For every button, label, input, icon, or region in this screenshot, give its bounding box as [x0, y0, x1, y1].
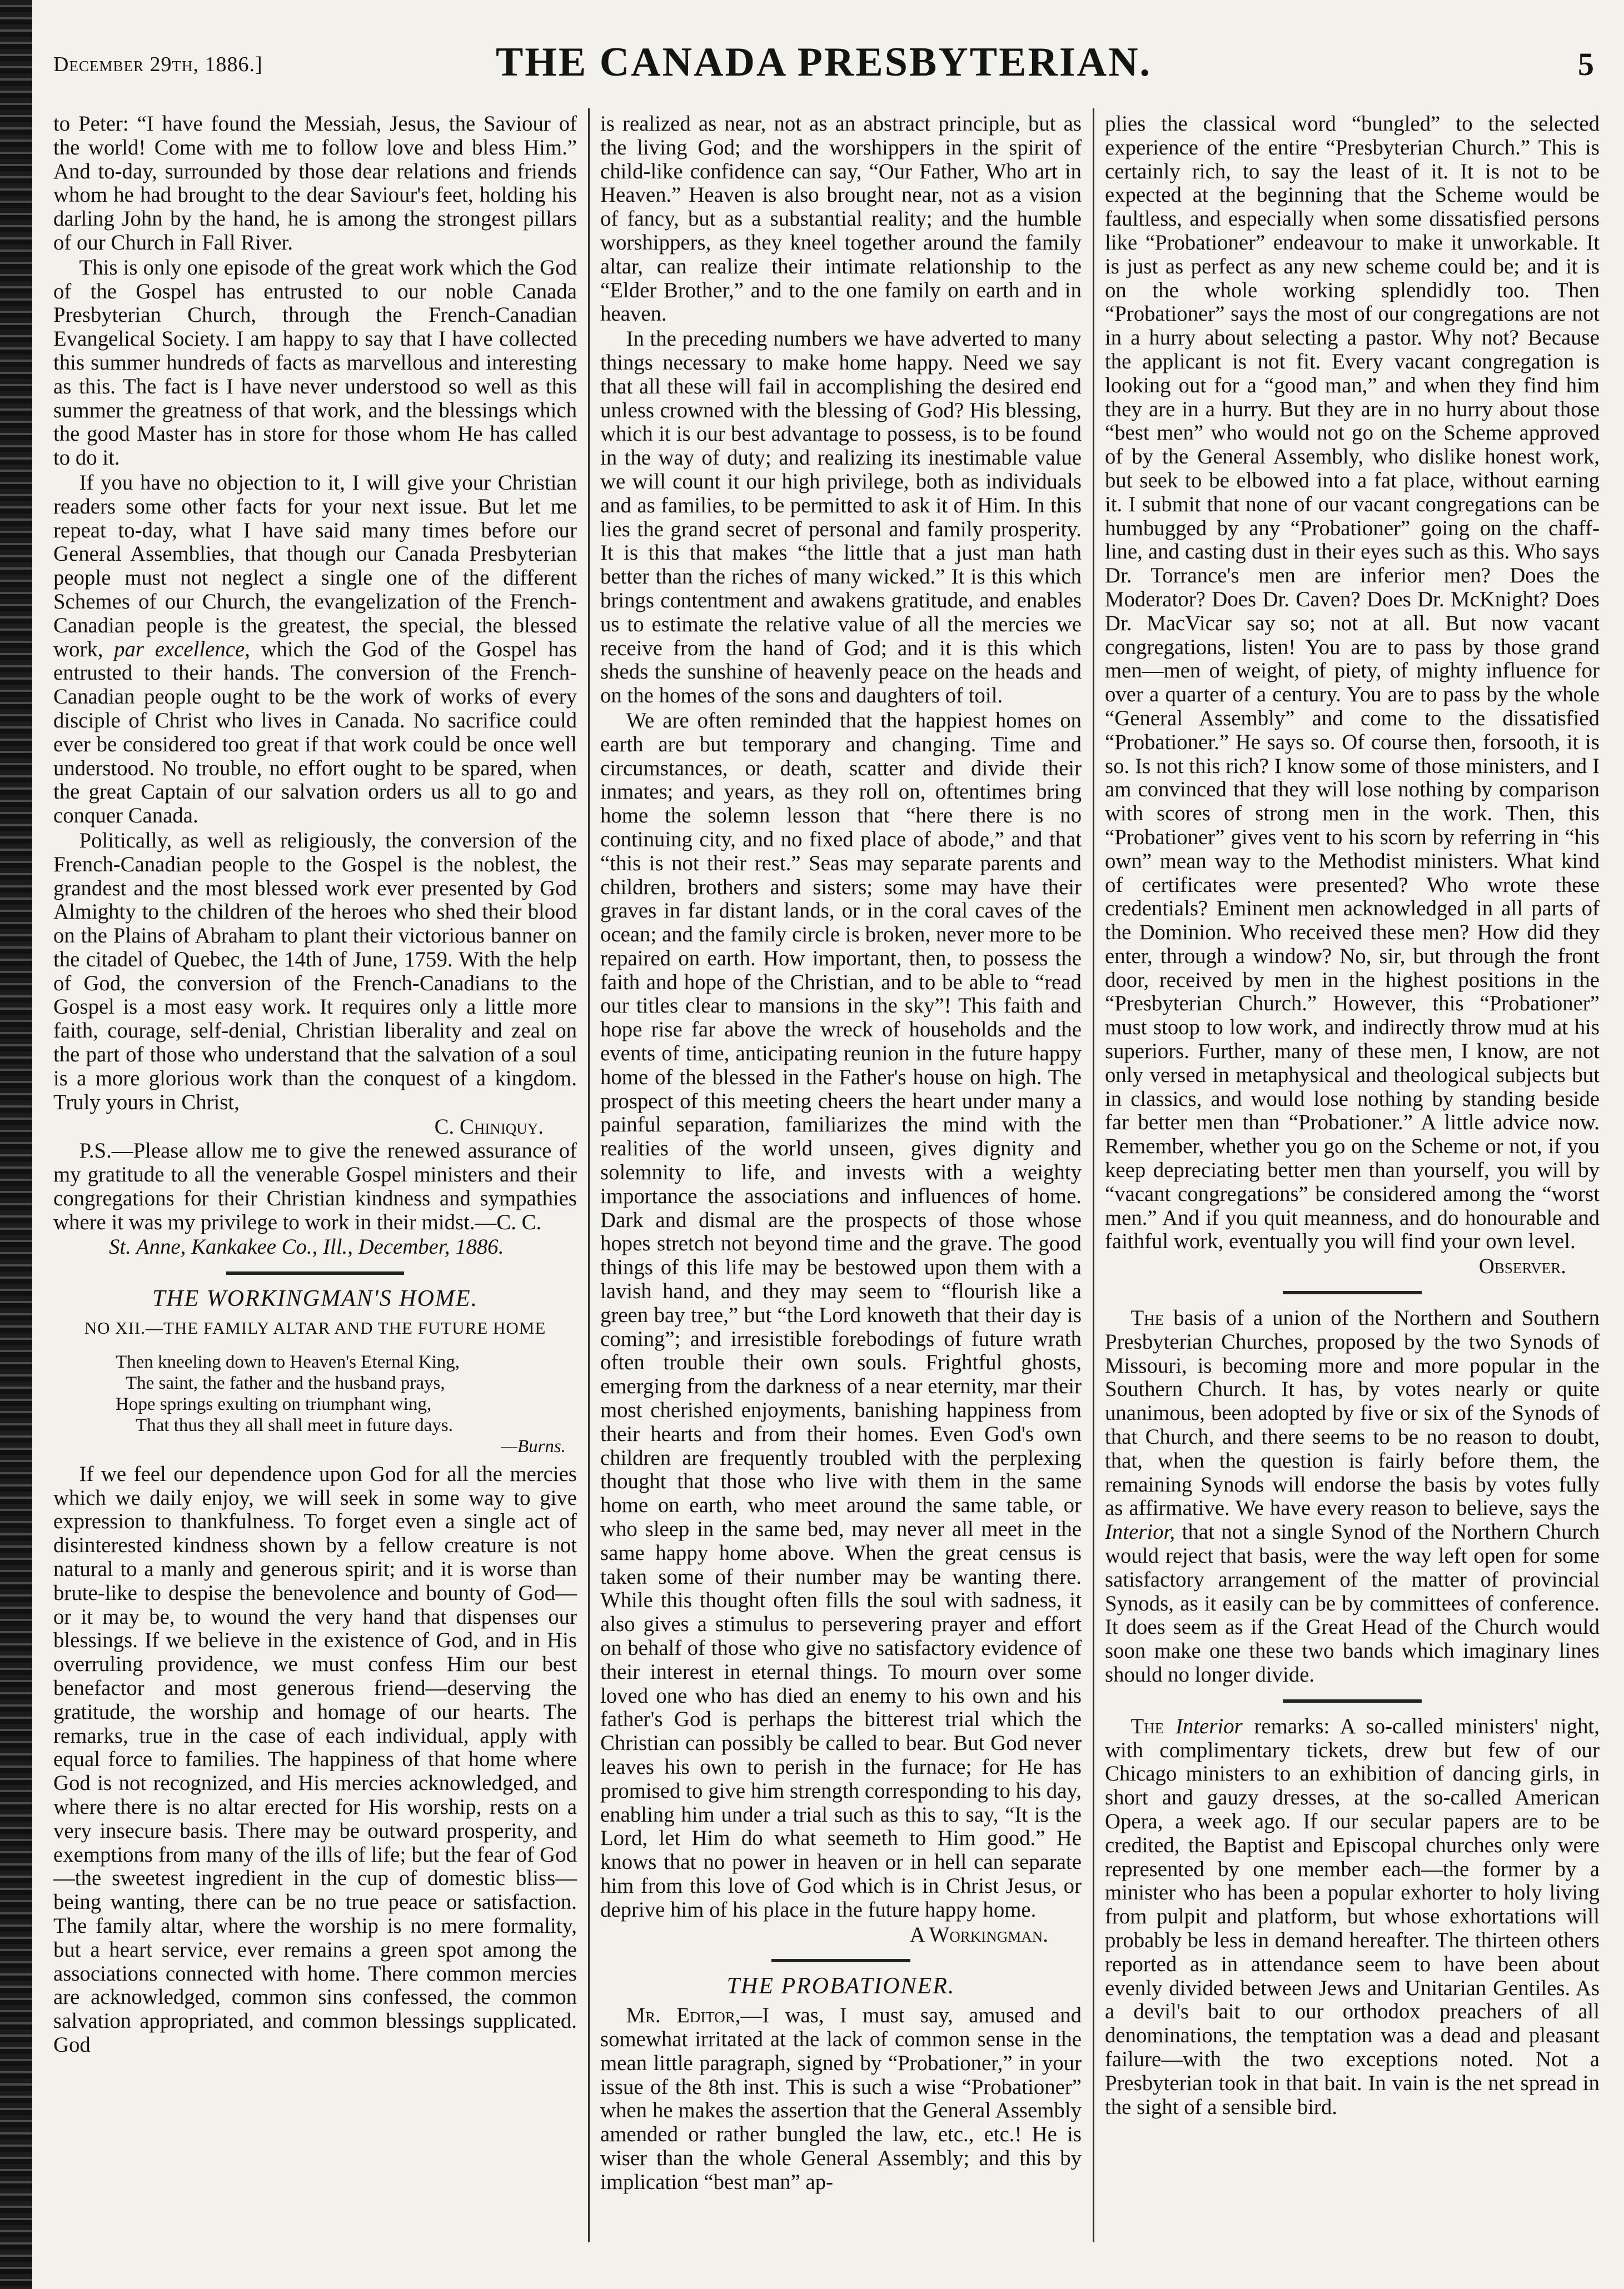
- poem-attribution: —Burns.: [501, 1436, 566, 1457]
- chiniquy-letter-paragraph: to Peter: “I have found the Messiah, Jesus, the Saviour of the world! Come with me to follow love and bless Him.” And to-day, surrounded by those dear relations and friends whom he had brought to the dear Saviour's feet, holding his darling John by the hand, he is among the strongest pillars of our Church in Fall River.: [53, 112, 577, 255]
- newspaper-title: THE CANADA PRESBYTERIAN.: [495, 39, 1152, 85]
- section-divider: [771, 1959, 910, 1962]
- section-divider: [226, 1271, 404, 1275]
- signature-observer: Observer.: [1478, 1254, 1566, 1279]
- epigraph-poem: [116, 1352, 577, 1457]
- page-binding-edge: [0, 0, 32, 2289]
- chiniquy-letter-paragraph: This is only one episode of the great work which the God of the Gospel has entrusted to our noble Canada Presbyterian Church, through the French-Canadian Evangelical Society. I am happy to say that I have collected this summer hundreds of facts as marvellous and interesting as this. The fact is I have never understood so well as this summer the greatness of that work, and the blessings which the good Master has in store for those whom He has called to do it.: [53, 255, 577, 470]
- article-subheading: NO XII.—THE FAMILY ALTAR AND THE FUTURE HOME: [84, 1318, 546, 1338]
- page-number: 5: [1578, 46, 1594, 82]
- signature-chiniquy: C. Chiniquy.: [434, 1115, 544, 1139]
- union-paragraph: The basis of a union of the Northern and Southern Presbyterian Churches, proposed by the two Synods of Missouri, is becoming more and more popular in the Southern Church. It has, by votes nearly or quite unanimous, been adopted by five or six of the Synods of that Church, and there seems to be no reason to doubt, that, when the question is fairly before them, the remaining Synods will endorse the basis by votes fully as affirmative. We have every reason to believe, says the Interior, that not a single Synod of the Northern Church would reject that basis, were the way left open for some satisfactory arrangement of the matter of provincial Synods, as it easily can be by committees of conference. It does seem as if the Great Head of the Church would soon make one these two bands which imaginary lines should no longer divide.: [1105, 1306, 1600, 1687]
- column-rule-2: [1093, 108, 1094, 2242]
- poem-line: The saint, the father and the husband prays,: [126, 1373, 445, 1393]
- chiniquy-letter-paragraph: If you have no objection to it, I will give your Christian readers some other facts for your next issue. But let me repeat to-day, what I have said many times before our General Assemblies, that though our Canada Presbyterian people must not neglect a single one of the different Schemes of our Church, the evangelization of the French-Canadian people is the greatest, the special, the blessed work, par excellence, which the God of the Gospel has entrusted to their hands. The conversion of the French-Canadian people ought to be the work of works of every disciple of Christ who lives in Canada. No sacrifice could ever be considered too great if that work could be once well understood. No trouble, no effort ought to be spared, when the great Captain of our salvation orders us all to go and conquer Canada.: [53, 470, 577, 828]
- workingman-paragraph: We are often reminded that the happiest homes on earth are but temporary and changing. Time and circumstances, or death, scatter and divide their inmates; and years, as they roll on, oftentimes bring home the solemn lesson that “here there is no continuing city, and no fixed place of abode,” and that “this is not their rest.” Seas may separate parents and children, brothers and sisters; some may have their graves in far distant lands, or in the coral caves of the ocean; and the family circle is broken, never more to be repaired on earth. How important, then, to possess the faith and hope of the Christian, and to be able to “read our titles clear to mansions in the sky”! This faith and hope rise far above the wreck of households and the events of time, anticipating reunion in the future happy home of the blessed in the Father's house on high. The prospect of this meeting cheers the heart under many a painful separation, familiarizes the mind with the realities of the world unseen, gives dignity and solemnity to life, and invests with a weighty importance the associations and influences of home. Dark and dismal are the prospects of those whose hopes stretch not beyond time and the grave. The good things of this life may be bestowed upon them with a lavish hand, and they may seem to “flourish like a green bay tree,” but “the Lord knoweth that their day is coming”; and irresistible forebodings of future wrath often trouble their own souls. Frightful ghosts, emerging from the darkness of a near eternity, mar their most cherished enjoyments, banishing happiness from their hearts and from their homes. Even God's own children are frequently troubled with the perplexing thought that those who live with them in the same home on earth, who meet around the same table, or who sleep in the same bed, may never all meet in the same happy home above. When the great census is taken some of their number may be wanting there. While this thought often fills the soul with sadness, it also gives a stimulus to persevering prayer and effort on behalf of those who give no satisfactory evidence of their interest in eternal things. To mourn over some loved one who has died an enemy to his own and his father's God is perhaps the bitterest trial which the Christian can possibly be called to bear. But God never leaves his own to perish in the furnace; for He has promised to give him strength corresponding to his day, enabling him under a trial such as this to say, “It is the Lord, let Him do what seemeth to Him good.” He knows that no power in heaven or in hell can separate him from this love of God which is in Christ Jesus, or deprive him of his place in the future happy home.: [600, 708, 1082, 1922]
- section-divider: [1283, 1699, 1422, 1703]
- chiniquy-letter-paragraph: Politically, as well as religiously, the conversion of the French-Canadian people to the Gospel is the noblest, the grandest and the most blessed work ever presented by God Almighty to the children of the heroes who shed their blood on the Plains of Abraham to plant their victorious banner on the citadel of Quebec, the 14th of June, 1759. With the help of God, the conversion of the French-Canadians to the Gospel is a most easy work. It requires only a little more faith, courage, self-denial, Christian liberality and zeal on the part of those who understand that the salvation of a soul is a more glorious work than the conquest of a kingdom. Truly yours in Christ,: [53, 828, 577, 1114]
- poem-line: Hope springs exulting on triumphant wing,: [116, 1394, 432, 1414]
- issue-date: December 29th, 1886.]: [53, 53, 263, 76]
- signature-workingman: A Workingman.: [909, 1922, 1048, 1947]
- dateline: St. Anne, Kankakee Co., Ill., December, 1886.: [109, 1235, 504, 1259]
- column-3: [1105, 112, 1600, 2120]
- interior-paragraph: The Interior remarks: A so-called ministers' night, with complimentary tickets, drew but few of our Chicago ministers to an exhibition of dancing girls, in short and gauzy dresses, at the so-called American Opera, a week ago. If our secular papers are to be credited, the Baptist and Episcopal churches only were represented by one member each—the former by a minister who has been a popular exhorter to holy living from pulpit and platform, but whose exhortations will probably be less in demand hereafter. The thirteen others reported as in attendance seem to have been about evenly divided between Jews and Unitarian Gentiles. As a devil's bait to our orthodox preachers of all denominations, the temptation was a dead and pleasant failure—with the two exceptions noted. Not a Presbyterian took in that bait. In vain is the net spread in the sight of a sensible bird.: [1105, 1714, 1600, 2119]
- poem-line: Then kneeling down to Heaven's Eternal King,: [116, 1352, 460, 1372]
- article-heading-workingmans-home: THE WORKINGMAN'S HOME.: [152, 1286, 479, 1312]
- poem-line: That thus they all shall meet in future days.: [136, 1415, 453, 1435]
- article-heading-probationer: THE PROBATIONER.: [726, 1973, 955, 1999]
- workingman-paragraph: In the preceding numbers we have adverted to many things necessary to make home happy. Need we say that all these will fail in accomplishing the desired end unless crowned with the blessing of God? His blessing, which it is our best advantage to possess, is to be found in the way of duty; and realizing its inestimable value we will count it our high privilege, both as individuals and as families, to be permitted to ask it of Him. In this lies the grand secret of personal and family prosperity. It is this that makes “the little that a just man hath better than the riches of many wicked.” It is this which brings contentment and awakens gratitude, and enables us to estimate the relative value of all the mercies we receive from the hand of God; and it is this which sheds the sunshine of heavenly peace on the heads and on the homes of the sons and daughters of toil.: [600, 327, 1082, 708]
- column-2: [600, 112, 1082, 2196]
- column-1: [53, 112, 577, 2058]
- probationer-letter-paragraph: Mr. Editor,—I was, I must say, amused and somewhat irritated at the lack of common sense in the mean little paragraph, signed by “Probationer,” in your issue of the 8th inst. This is such a wise “Probationer” when he makes the assertion that the General Assembly amended or rather bungled the law, etc., etc.! He is wiser than the whole General Assembly; and this by implication “best man” ap-: [600, 2003, 1082, 2194]
- page-header: [53, 34, 1594, 101]
- postscript: P.S.—Please allow me to give the renewed assurance of my gratitude to all the venerable Gospel ministers and their congregations for their Christian kindness and sympathies where it was my privilege to work in their midst.—C. C.: [53, 1139, 577, 1234]
- column-rule-1: [588, 108, 590, 2242]
- probationer-letter-paragraph: plies the classical word “bungled” to the selected experience of the entire “Presbyterian Church.” This is certainly rich, to say the least of it. It is not to be expected at the beginning that the Scheme would be faultless, and especially when some dissatisfied persons like “Probationer” endeavour to make it unworkable. It is just as perfect as any new scheme could be; and it is on the whole working splendidly too. Then “Probationer” says the most of our congregations are not in a hurry about selecting a pastor. Why not? Because the applicant is not fit. Every vacant congregation is looking out for a “good man,” and when they find him they are in a hurry. But they are in no hurry about those “best men” who would not go on the Scheme approved of by the General Assembly, who dislike honest work, but seek to be elbowed into a fat place, without earning it. I submit that none of our vacant congregations can be humbugged by any “Probationer” going on the chaff-line, and casting dust in their eyes such as this. Who says Dr. Torrance's men are inferior men? Does the Moderator? Does Dr. Caven? Does Dr. McKnight? Does Dr. MacVicar say so; not at all. But now vacant congregations, listen! You are to pass by those grand men—men of weight, of piety, of mighty influence for over a quarter of a century. You are to pass by the whole “General Assembly” and come to the dissatisfied “Probationer.” He says so. Of course then, forsooth, it is so. Is not this rich? I know some of those ministers, and I am convinced that they will lose nothing by comparison with scores of strong men in the work. Then, this “Probationer” gives vent to his scorn by referring in “his own” mean way to the Methodist ministers. What kind of certificates were presented? Who wrote these credentials? Eminent men acknowledged in all parts of the Dominion. Who received these men? How did they enter, through a window? No, sir, but through the front door, received by men in the highest positions in the “Presbyterian Church.” However, this “Probationer” must stoop to low work, and indirectly throw mud at his superiors. Further, many of these men, I know, are not only versed in metaphysical and theological subjects but in classics, and would lose nothing by standing beside far better men than “Probationer.” A little advice now. Remember, whether you go on the Scheme or not, if you keep depreciating better men than yourself, you will by “vacant congregations” be considered among the “worst men.” And if you quit meanness, and do honourable and faithful work, eventually you will find your own level.: [1105, 112, 1600, 1254]
- workingman-paragraph: If we feel our dependence upon God for all the mercies which we daily enjoy, we will seek in some way to give expression to thankfulness. To forget even a single act of disinterested kindness shown by a fellow creature is not natural to a manly and generous spirit; and it is worse than brute-like to despise the benevolence and bounty of God—or it may be, to wound the very hand that dispenses our blessings. If we believe in the existence of God, and in His overruling providence, we must confess Him our best benefactor and most generous friend—deserving the gratitude, the worship and homage of our hearts. The remarks, true in the case of each individual, apply with equal force to families. The happiness of that home where God is not recognized, and His mercies acknowledged, and where there is no altar erected for His worship, rests on a very insecure basis. There may be outward prosperity, and exemptions from many of the ills of life; but the fear of God—the sweetest ingredient in the cup of domestic bliss—being wanting, there can be no true peace or satisfaction. The family altar, where the worship is no mere formality, but a heart service, ever remains a green spot among the associations connected with home. There common mercies are acknowledged, common sins confessed, the common salvation appropriated, and common blessings supplicated. God: [53, 1462, 577, 2057]
- workingman-paragraph: is realized as near, not as an abstract principle, but as the living God; and the worshippers in the spirit of child-like confidence can say, “Our Father, Who art in Heaven.” Heaven is also brought near, not as a vision of fancy, but as a substantial reality; and the humble worshippers, as they kneel together around the family altar, can realize their intimate relationship to the “Elder Brother,” and to the one family on earth and in heaven.: [600, 112, 1082, 326]
- section-divider: [1283, 1291, 1422, 1294]
